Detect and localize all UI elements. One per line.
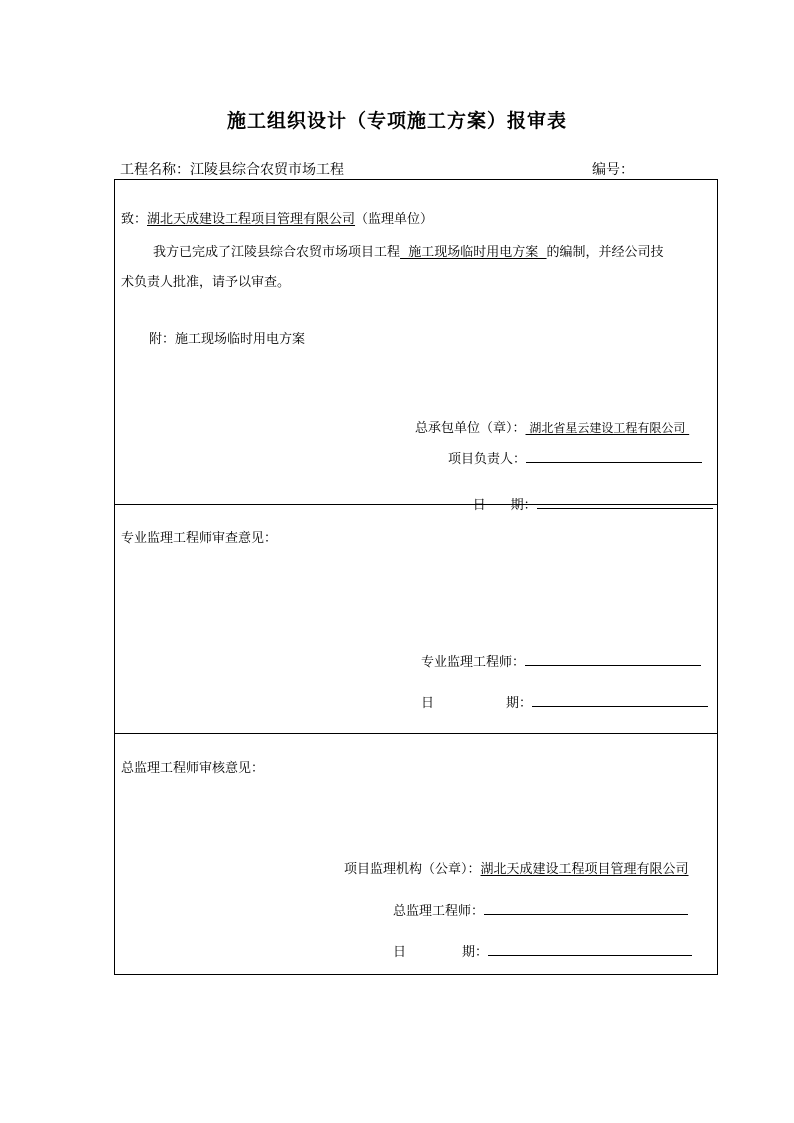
- project-name-row: [120, 159, 344, 179]
- specialist-engineer-row: [421, 651, 701, 670]
- specialist-date-period-label: 期：: [506, 696, 533, 711]
- contractor-label: 总承包单位（章）：: [415, 421, 526, 436]
- chief-review-heading: 总监理工程师审核意见：: [121, 761, 265, 776]
- chief-engineer-label: 总监理工程师：: [393, 904, 485, 919]
- project-manager-row: [448, 448, 702, 467]
- chief-review-section: [115, 734, 717, 974]
- chief-engineer-row: [393, 900, 688, 919]
- contractor-name: 湖北省星云建设工程有限公司: [525, 421, 690, 435]
- specialist-engineer-label: 专业监理工程师：: [421, 655, 526, 670]
- project-name-label: 工程名称：: [120, 162, 190, 178]
- plan-name: 施工现场临时用电方案: [400, 245, 547, 260]
- chief-date-day-label: 日: [393, 945, 407, 960]
- chief-date-row: [393, 941, 692, 960]
- submission-text-part1: 我方已完成了江陵县综合农贸市场项目工程: [153, 245, 401, 260]
- specialist-review-heading: 专业监理工程师审查意见：: [121, 531, 278, 546]
- specialist-date-row: [421, 692, 708, 711]
- attachment-note: 附：施工现场临时用电方案: [149, 332, 306, 347]
- specialist-date-line: [532, 694, 708, 707]
- addressee-line: [121, 208, 433, 227]
- addressee-prefix: 致：: [121, 212, 148, 227]
- submission-body-line2: 术负责人批准，请予以审查。: [121, 275, 291, 290]
- submission-text-part2: 的编制，并经公司技: [546, 245, 664, 260]
- submission-section: [115, 180, 717, 513]
- chief-engineer-signature-line: [484, 902, 688, 915]
- specialist-date-day-label: 日: [421, 696, 435, 711]
- form-number-label: 编号：: [592, 162, 634, 178]
- chief-date-period-label: 期：: [462, 945, 489, 960]
- submission-date-label: 日 期：: [472, 498, 537, 513]
- project-manager-signature-line: [526, 450, 702, 463]
- submission-body-line1: [153, 241, 664, 260]
- supervision-org-row: [344, 858, 689, 877]
- addressee-suffix: （监理单位）: [355, 212, 434, 227]
- chief-date-line: [488, 943, 692, 956]
- project-name-value: 江陵县综合农贸市场工程: [190, 162, 344, 178]
- form-title: 施工组织设计（专项施工方案）报审表: [226, 110, 567, 132]
- supervision-unit-name: 湖北天成建设工程项目管理有限公司: [147, 212, 356, 227]
- project-manager-label: 项目负责人：: [448, 452, 527, 467]
- supervision-org-name: 湖北天成建设工程项目管理有限公司: [480, 862, 689, 877]
- contractor-row: [415, 417, 689, 436]
- specialist-review-section: [115, 505, 717, 734]
- specialist-engineer-signature-line: [525, 653, 701, 666]
- approval-form-table: [114, 179, 718, 975]
- supervision-org-label: 项目监理机构（公章）：: [344, 862, 481, 877]
